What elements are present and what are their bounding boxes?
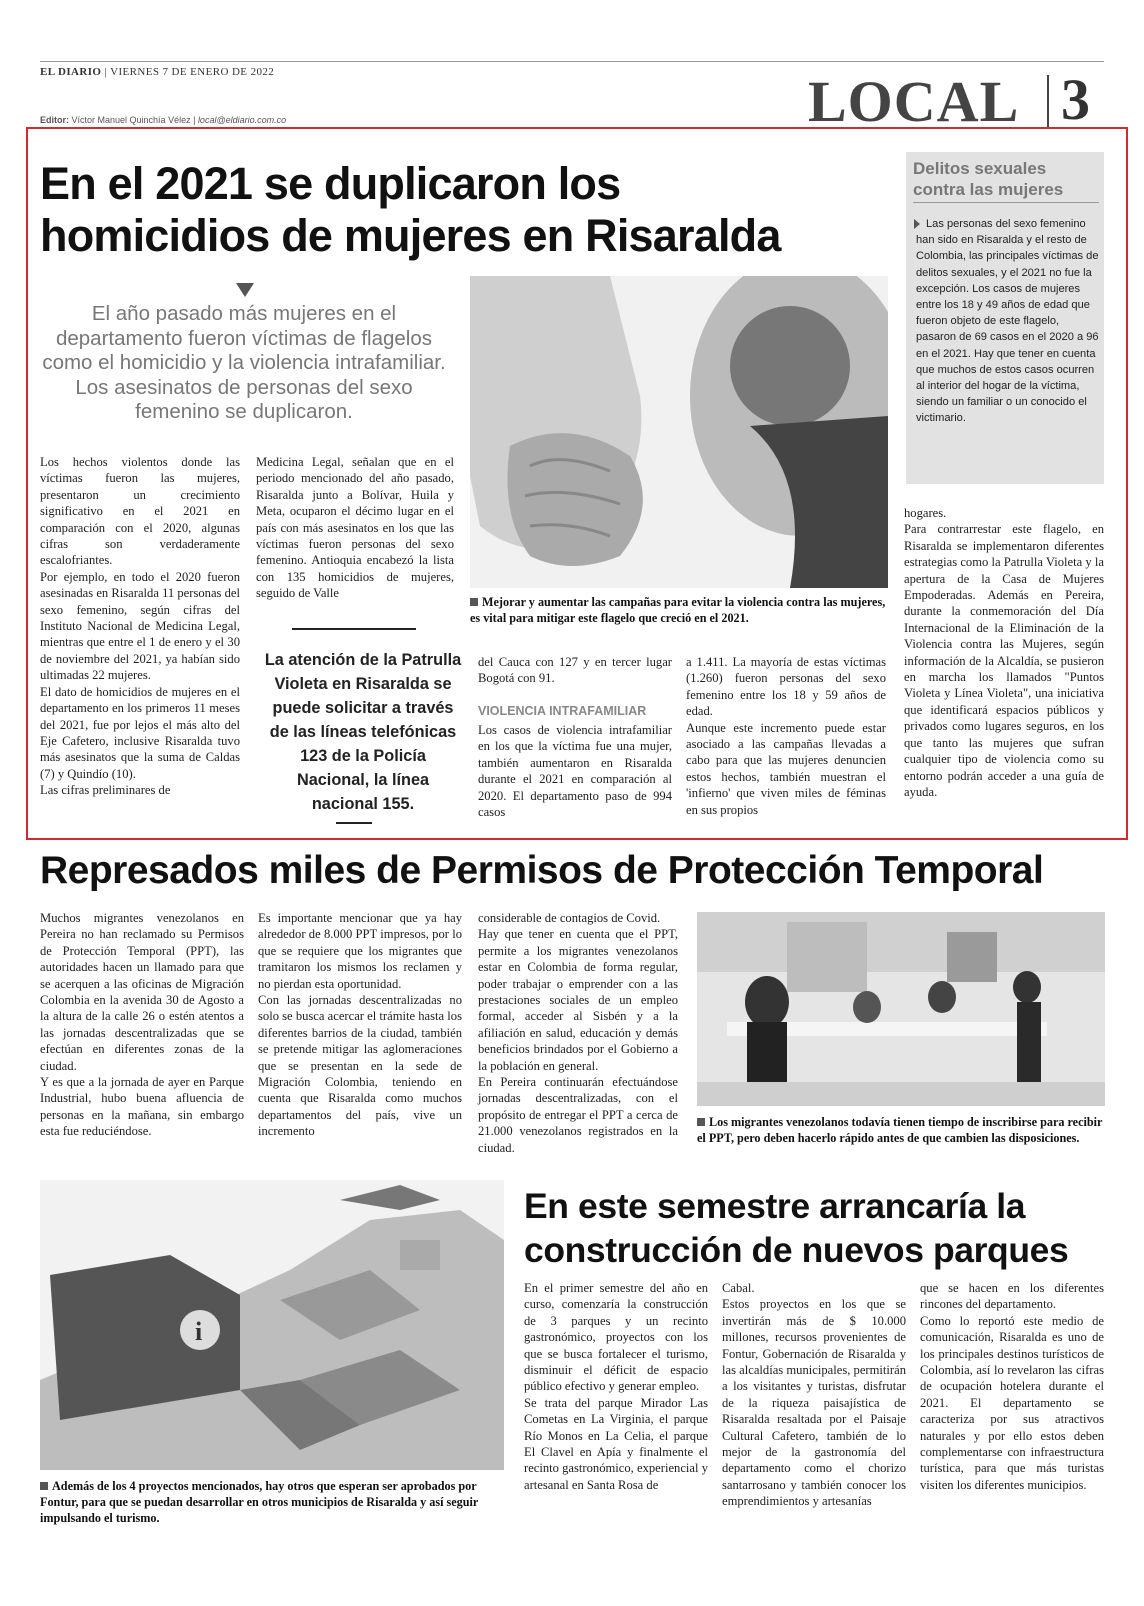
- story1-subhead: VIOLENCIA INTRAFAMILIAR: [478, 704, 647, 718]
- park-rendering-illustration: [40, 1180, 504, 1470]
- story2-column-2: Es importante mencionar que ya hay alrededor de 8.000 PPT impresos, por lo que se requiere que los migrantes que tramitaron los mismos los reclamen y no pierdan esta oportunidad. Con las jornadas descentralizadas no solo se busca acercar el trámite hasta los diferentes barrios de la ciudad, también se pretende mitigar las aglomeraciones que se presentan en la sede de Migración Colombia, teniendo en cuenta que Risaralda como muchos departamentos del país, vive un incremento: [258, 911, 462, 1139]
- story2-column-1: Muchos migrantes venezolanos en Pereira no han reclamado su Permisos de Protección Temporal (PPT), las autoridades hacen un llamado para que se acerquen a las oficinas de Migración Colombia en la avenida 30 de Agosto a la altura de la calle 26 o estén atentos a las jornadas descentralizadas que se efectúan en diferentes zonas de la ciudad. Y es que a la jornada de ayer en Parque Industrial, hubo buena afluencia de personas en la mañana, sin embargo esta fue reduciéndose.: [40, 911, 244, 1139]
- story1-headline-line1: En el 2021 se duplicaron los: [40, 158, 621, 209]
- story1-headline: [40, 158, 781, 262]
- caption-marker-icon: [470, 598, 478, 606]
- story1-column-5: hogares. Para contrarrestar este flagelo, en Risaralda se implementaron diferentes estrategias como la Patrulla Violeta y la apertura de la Casa de Mujeres Empoderadas. Además en Pereira, durante la conmemoración del Día Internacional de la Eliminación de la Violencia contra las Mujeres, según información de la Alcaldía, se pusieron en marcha los llamados "Puntos Violeta y Línea Violeta", una iniciativa que identificará espacios públicos y privados como lugares seguros, en los que tanto las mujeres que sufran cualquier tipo de violencia como su entorno podrán acceder a una guía de ayuda.: [904, 506, 1104, 799]
- pullquote-rule-bottom: [336, 822, 372, 824]
- story1-deck: El año pasado más mujeres en el departamento fueron víctimas de flagelos como el homicidio y la violencia intrafamiliar. Los asesinatos de personas del sexo femenino se duplicaron.: [42, 302, 446, 423]
- story2-column-3: considerable de contagios de Covid. Hay que tener en cuenta que el PPT, permite a los migrantes venezolanos estar en Colombia de forma regular, poder trabajar o emprender con a las prestaciones sociales de un empleo formal, acceder al Sisbén y a la afiliación en salud, educación y demás beneficios brindados por el Gobierno a la población en general. En Pereira continuarán efectuándose jornadas descentralizadas, con el propósito de entregar el PPT a cerca de 21.000 venezolanos registrados en la ciudad.: [478, 911, 678, 1155]
- sidebar-title: Delitos sexuales contra las mujeres: [913, 159, 1064, 199]
- migration-office-photo-illustration: [697, 912, 1105, 1106]
- sidebar-rule: [913, 202, 1099, 203]
- story3-caption: [40, 1478, 508, 1526]
- newspaper-name: EL DIARIO: [40, 66, 102, 78]
- fist-photo-illustration: [470, 276, 888, 588]
- story2-caption: [697, 1114, 1107, 1146]
- story1-caption-text: Mejorar y aumentar las campañas para evitar la violencia contra las mujeres, es vital para mitigar este flagelo que creció en el 2021.: [470, 595, 886, 625]
- story3-headline-line1: En este semestre arrancaría la: [524, 1186, 1026, 1226]
- story2-caption-text: Los migrantes venezolanos todavía tienen tiempo de inscribirse para recibir el PPT, pero deben hacerlo rápido antes de que cambien las disposiciones.: [697, 1115, 1103, 1145]
- issue-date: VIERNES 7 DE ENERO DE 2022: [110, 66, 275, 78]
- sidebar-text: Las personas del sexo femenino han sido en Risaralda y el resto de Colombia, las principales víctimas de delitos sexuales, y el 2021 no fue la excepción. Los casos de mujeres entre los 18 y 49 años de edad que fueron objeto de este flagelo, pasaron de 69 casos en el 2020 a 96 en el 2021. Hay que tener en cuenta que muchos de estos casos ocurren al interior del hogar de la víctima, siendo un familiar o un conocido el victimario.: [916, 218, 1099, 425]
- story3-photo: [40, 1180, 504, 1470]
- story1-caption: [470, 594, 890, 626]
- story1-column-4: a 1.411. La mayoría de estas víctimas (1.260) fueron personas del sexo femenino entre los 18 y 59 años de edad. Aunque este incremento puede estar asociado a las campañas llevadas a cabo para que las mujeres denuncien estos hechos, también muestran el 'infierno' que viven miles de féminas en sus propios: [686, 655, 886, 817]
- story1-headline-line2: homicidios de mujeres en Risaralda: [40, 210, 781, 261]
- section-name: LOCAL: [808, 69, 1020, 134]
- editor-label: Editor:: [40, 115, 69, 125]
- story1-photo: [470, 276, 888, 588]
- story2-headline: Represados miles de Permisos de Protección Temporal: [40, 849, 1044, 892]
- editor-email: local@eldiario.com.co: [197, 115, 287, 125]
- editor-credit: Editor: Víctor Manuel Quinchía Vélez | local@eldiario.com.co: [40, 115, 287, 125]
- story1-column-3a: del Cauca con 127 y en tercer lugar Bogotá con 91.: [478, 655, 672, 686]
- triangle-down-icon: [236, 283, 254, 297]
- story3-headline: [524, 1184, 1068, 1272]
- story3-column-1: En el primer semestre del año en curso, comenzaría la construcción de 3 parques y un recinto gastronómico, proyectos con los que se busca fortalecer el turismo, disminuir el déficit de espacio público efectivo y generar empleo. Se trata del parque Mirador Las Cometas en La Virginia, el parque Río Monos en La Celia, el parque El Clavel en Apía y finalmente el recinto gastronómico, experiencial y artesanal en Santa Rosa de: [524, 1281, 708, 1492]
- story3-caption-text: Además de los 4 proyectos mencionados, hay otros que esperan ser aprobados por Fontur, para que se puedan desarrollar en otros municipios de Risaralda y así seguir impulsando el turismo.: [40, 1479, 479, 1525]
- story1-column-1: Los hechos violentos donde las víctimas fueron las mujeres, presentaron un crecimiento significativo en el 2021 en comparación con el 2020, algunas cifras son verdaderamente escalofriantes. Por ejemplo, en todo el 2020 fueron asesinadas en Risaralda 11 personas del sexo femenino, según cifras del Instituto Nacional de Medicina Legal, mientras que entre el 1 de enero y el 30 de noviembre del 2021, ya habían sido ultimadas 22 mujeres. El dato de homicidios de mujeres en el departamento en los primeros 11 meses del 2021, fue por lejos el más alto del Eje Cafetero, inclusive Risaralda tuvo más asesinatos que la suma de Caldas (7) y Quindío (10). Las cifras preliminares de: [40, 455, 240, 798]
- story1-column-3b: Los casos de violencia intrafamiliar en los que la víctima fue una mujer, también aumentaron en Risaralda durante el 2021 en comparación al 2020. El departamento paso de 994 casos: [478, 723, 672, 820]
- masthead-info: EL DIARIO | VIERNES 7 DE ENERO DE 2022: [40, 66, 275, 78]
- page-number: 3: [1061, 67, 1090, 132]
- section-divider: [1047, 75, 1049, 127]
- caption-marker-icon: [40, 1482, 48, 1490]
- story3-column-2: Cabal. Estos proyectos en los que se invertirán más de $ 10.000 millones, recursos provenientes de Fontur, Gobernación de Risaralda y las alcaldías municipales, permitirán a los visitantes y turistas, disfrutar de la riqueza paisajística de Risaralda resaltada por el Paisaje Cultural Cafetero, también de lo mejor de la gastronomía del departamento como el chorizo santarrosano y también conocer los emprendimientos y artesanías: [722, 1281, 906, 1509]
- story1-column-2: Medicina Legal, señalan que en el periodo mencionado del año pasado, Risaralda junto a Bolívar, Huila y Meta, ocuparon el décimo lugar en el país con más asesinatos en los que las víctimas fueron personas del sexo femenino. Antioquia encabezó la lista con 135 homicidios de mujeres, seguido de Valle: [256, 455, 454, 601]
- story1-pullquote: La atención de la Patrulla Violeta en Risaralda se puede solicitar a través de las líneas telefónicas 123 de la Policía Nacional, la línea nacional 155.: [264, 651, 462, 813]
- editor-name: Víctor Manuel Quinchía Vélez: [71, 115, 191, 125]
- story2-photo: [697, 912, 1105, 1106]
- caption-marker-icon: [697, 1118, 705, 1126]
- pullquote-rule-top: [292, 628, 416, 630]
- story3-headline-line2: construcción de nuevos parques: [524, 1230, 1069, 1270]
- story3-column-3: que se hacen en los diferentes rincones del departamento. Como lo reportó este medio de comunicación, Risaralda es uno de los principales destinos turísticos de Colombia, así lo revelaron las cifras de ocupación hotelera durante el 2021. El departamento se caracteriza por sus atractivos naturales y por ello estos deben complementarse con infraestructura turística, para que más turistas visiten los diferentes municipios.: [920, 1281, 1104, 1492]
- masthead-rule: [40, 61, 1104, 62]
- svg-text:i: i: [195, 1317, 203, 1346]
